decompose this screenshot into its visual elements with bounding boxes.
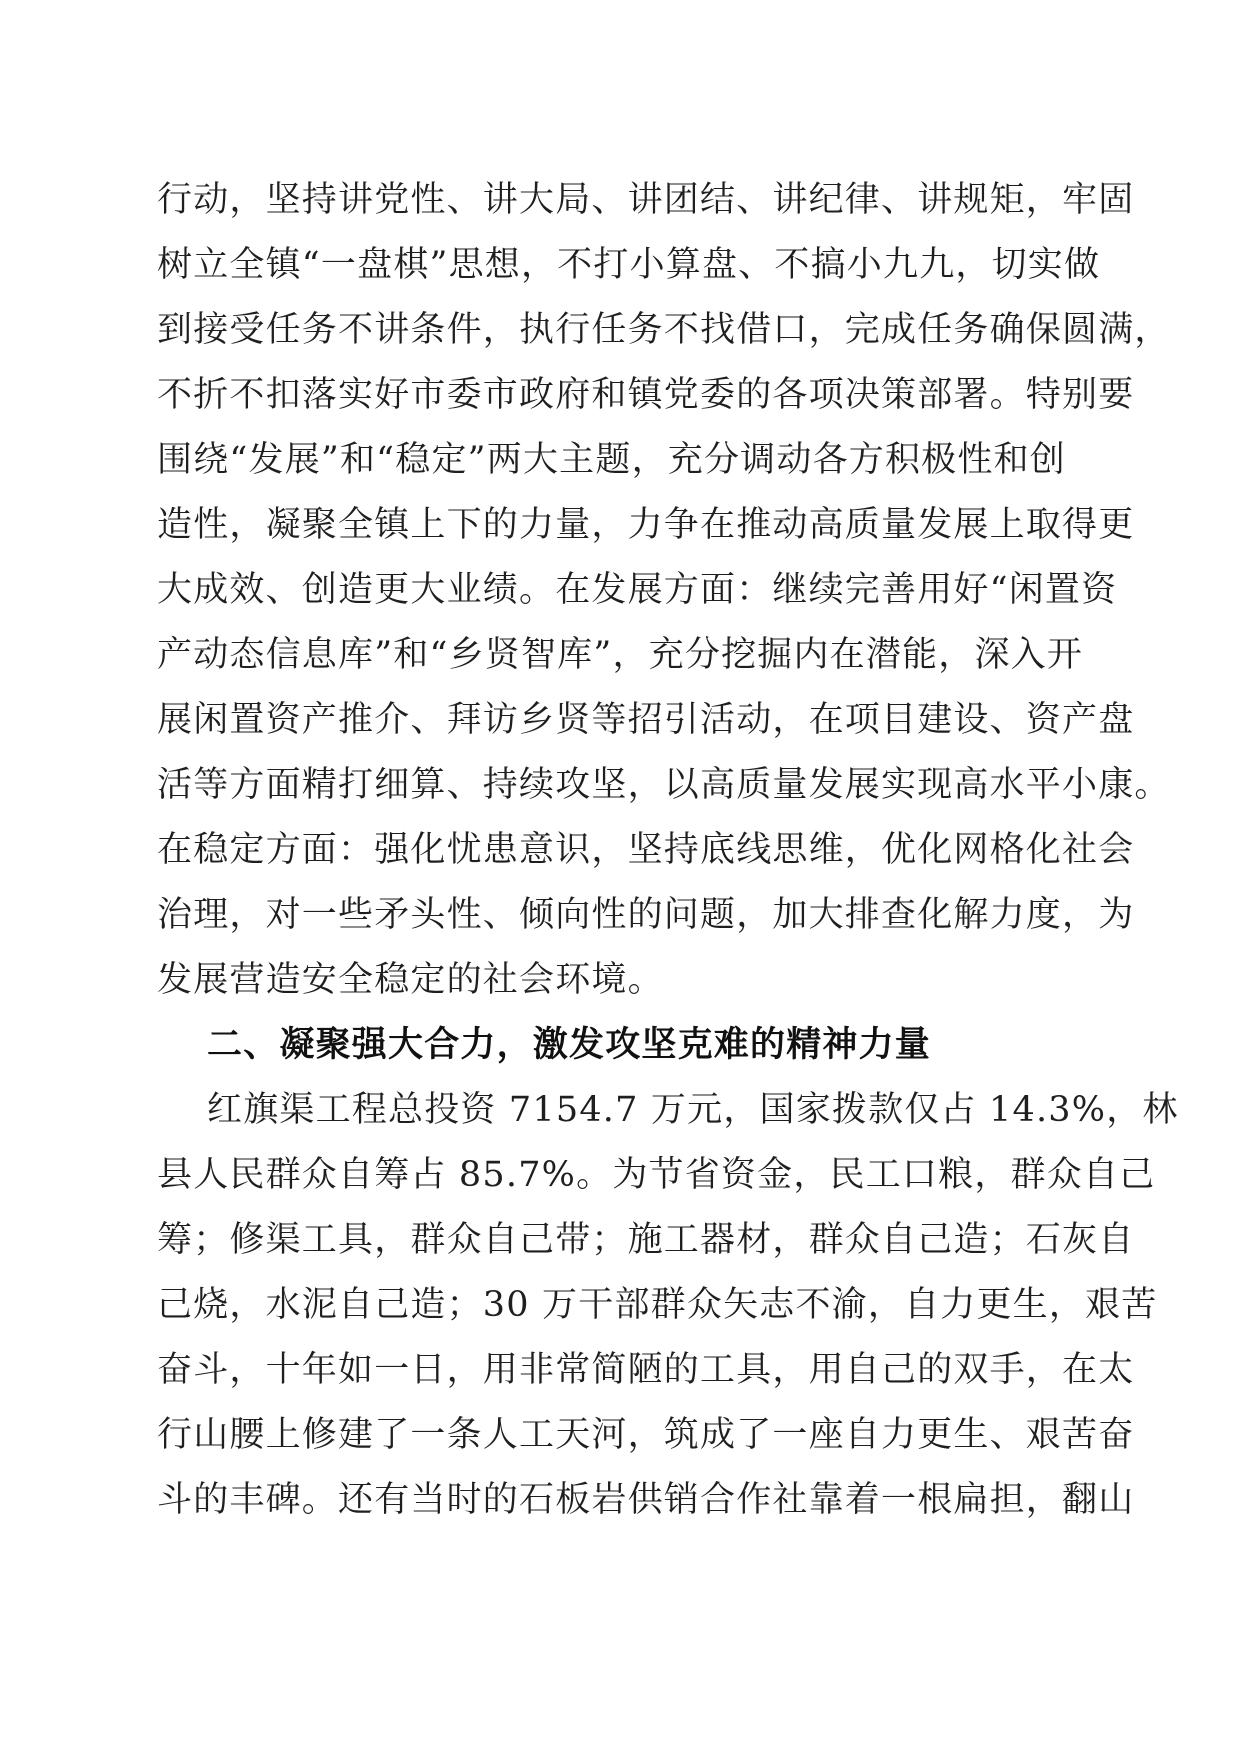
paragraph-line: 己烧，水泥自己造；30 万干部群众矢志不渝，自力更生，艰苦 (157, 1285, 1158, 1325)
paragraph-line: 活等方面精打细算、持续攻坚，以高质量发展实现高水平小康。 (157, 765, 1171, 805)
paragraph-line: 行动，坚持讲党性、讲大局、讲团结、讲纪律、讲规矩，牢固 (157, 180, 1135, 220)
paragraph-line: 树立全镇“一盘棋”思想，不打小算盘、不搞小九九，切实做 (157, 245, 1101, 285)
paragraph-line: 围绕“发展”和“稳定”两大主题，充分调动各方积极性和创 (157, 440, 1066, 480)
paragraph-line: 行山腰上修建了一条人工天河，筑成了一座自力更生、艰苦奋 (157, 1415, 1135, 1455)
paragraph-line: 造性，凝聚全镇上下的力量，力争在推动高质量发展上取得更 (157, 505, 1135, 545)
paragraph-line: 治理，对一些矛头性、倾向性的问题，加大排查化解力度，为 (157, 895, 1135, 935)
paragraph-line: 到接受任务不讲条件，执行任务不找借口，完成任务确保圆满， (157, 310, 1171, 350)
section-heading: 二、凝聚强大合力，激发攻坚克难的精神力量 (207, 1025, 932, 1065)
paragraph-line: 县人民群众自筹占 85.7%。为节省资金，民工口粮，群众自己 (157, 1155, 1156, 1195)
paragraph-line: 展闲置资产推介、拜访乡贤等招引活动，在项目建设、资产盘 (157, 700, 1135, 740)
paragraph-line: 大成效、创造更大业绩。在发展方面：继续完善用好“闲置资 (157, 570, 1118, 610)
paragraph-line: 斗的丰碑。还有当时的石板岩供销合作社靠着一根扁担，翻山 (157, 1480, 1135, 1520)
paragraph-line: 红旗渠工程总投资 7154.7 万元，国家拨款仅占 14.3%，林 (207, 1090, 1179, 1130)
paragraph-line: 奋斗，十年如一日，用非常简陋的工具，用自己的双手，在太 (157, 1350, 1135, 1390)
paragraph-line: 不折不扣落实好市委市政府和镇党委的各项决策部署。特别要 (157, 375, 1135, 415)
paragraph-line: 筹；修渠工具，群众自己带；施工器材，群众自己造；石灰自 (157, 1220, 1135, 1260)
paragraph-line: 产动态信息库”和“乡贤智库”，充分挖掘内在潜能，深入开 (157, 635, 1084, 675)
paragraph-line: 在稳定方面：强化忧患意识，坚持底线思维，优化网格化社会 (157, 830, 1135, 870)
paragraph-line: 发展营造安全稳定的社会环境。 (157, 960, 664, 1000)
